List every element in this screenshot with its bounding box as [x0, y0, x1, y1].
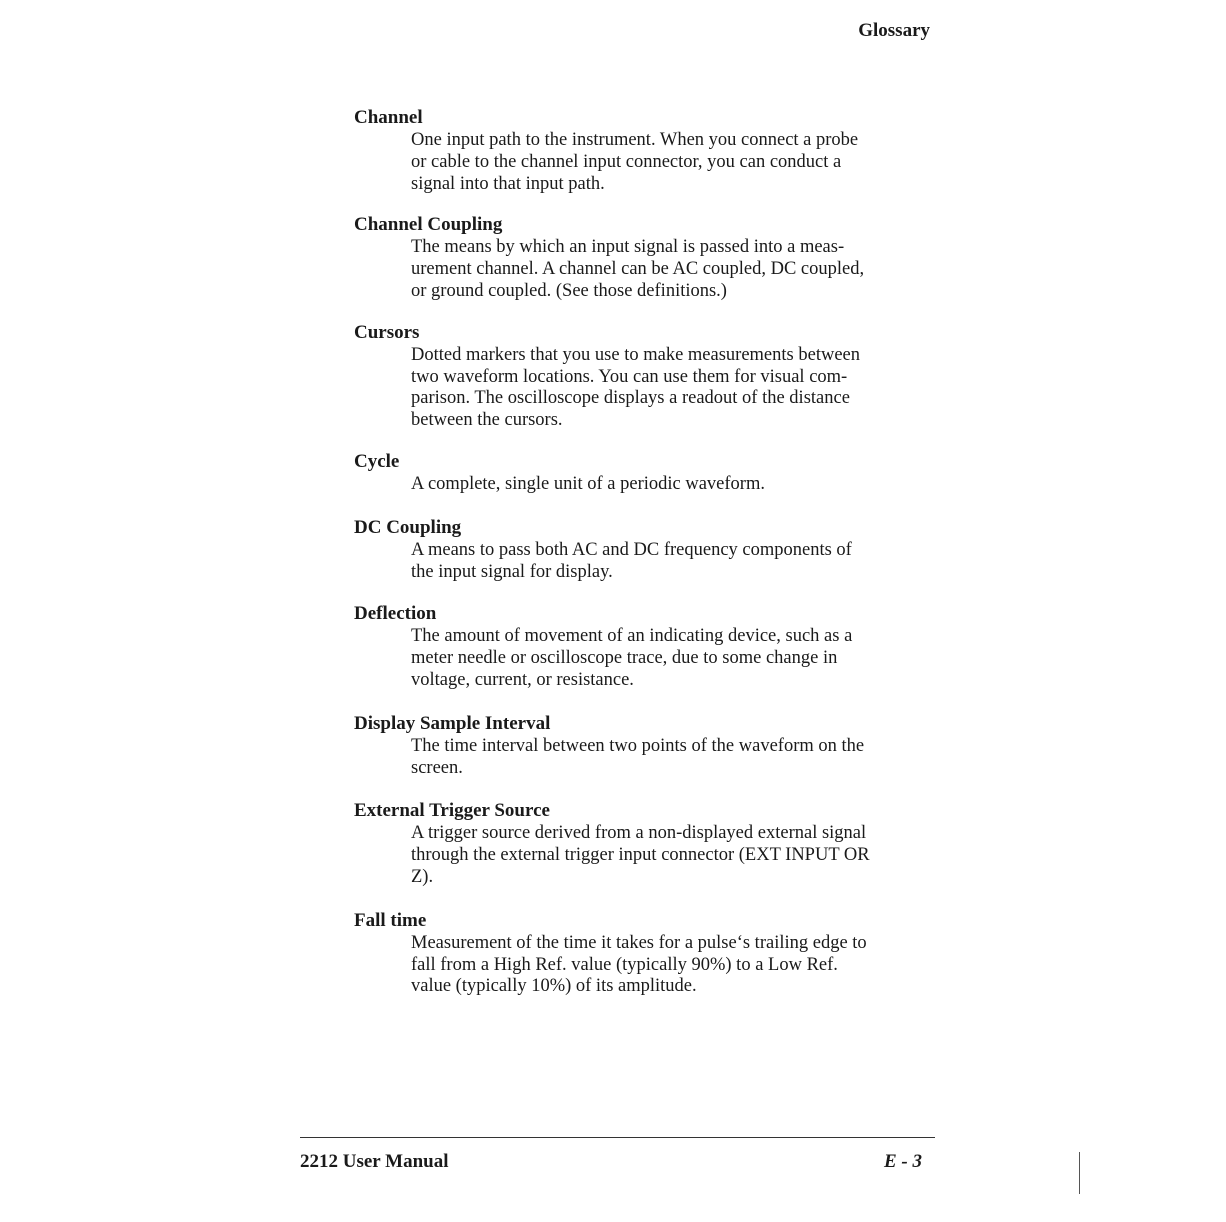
glossary-definition: The amount of movement of an indicating device, such as a meter needle or oscilloscope trace, due to some change in voltage, current, or resistance. [411, 626, 853, 690]
glossary-definition: A complete, single unit of a periodic waveform. [411, 473, 765, 494]
glossary-entry-channel [354, 106, 954, 195]
glossary-term: Display Sample Interval [354, 712, 551, 734]
footer-divider [300, 1137, 935, 1138]
footer-page-number: E - 3 [884, 1151, 922, 1172]
glossary-entry-dc-coupling [354, 516, 954, 584]
glossary-entry-fall-time [354, 909, 954, 998]
glossary-term: DC Coupling [354, 516, 462, 538]
glossary-term: Fall time [354, 909, 427, 931]
glossary-entry-cursors [354, 321, 954, 432]
margin-mark [1079, 1152, 1080, 1194]
glossary-definition: A means to pass both AC and DC frequency components of the input signal for display. [411, 539, 852, 582]
glossary-term: External Trigger Source [354, 800, 550, 822]
glossary-entry-channel-coupling [354, 213, 954, 302]
glossary-term: Deflection [354, 603, 437, 625]
glossary-term: Cycle [354, 450, 400, 472]
glossary-entry-cycle [354, 450, 954, 496]
glossary-entry-display-sample-interval [354, 712, 954, 780]
section-header: Glossary [858, 20, 930, 41]
footer-manual-title: 2212 User Manual [300, 1151, 449, 1172]
glossary-definition: One input path to the instrument. When you connect a probe or cable to the channel input connector, you can conduct a signal into that input path. [411, 130, 859, 194]
glossary-term: Channel Coupling [354, 214, 503, 236]
glossary-definition: A trigger source derived from a non-displayed external signal through the external trigger input connector (EXT INPUT OR Z). [411, 823, 870, 887]
glossary-entry-deflection [354, 602, 954, 691]
glossary-entry-external-trigger-source [354, 799, 954, 888]
glossary-definition: Measurement of the time it takes for a pulse‘s trailing edge to fall from a High Ref. value (typically 90%) to a Low Ref. value (typically 10%) of its amplitude. [411, 932, 867, 997]
glossary-definition: The time interval between two points of the waveform on the screen. [411, 735, 865, 778]
glossary-definition: The means by which an input signal is passed into a meas- urement channel. A channel can be AC coupled, DC coupled, or ground coupled. (See those definitions.) [411, 237, 865, 301]
glossary-definition: Dotted markers that you use to make measurements between two waveform locations. You can use them for visual com- parison. The oscilloscope displays a readout of the distance between the cursors. [411, 344, 860, 431]
glossary-term: Cursors [354, 321, 420, 343]
glossary-entries [354, 106, 954, 998]
glossary-term: Channel [354, 107, 423, 128]
